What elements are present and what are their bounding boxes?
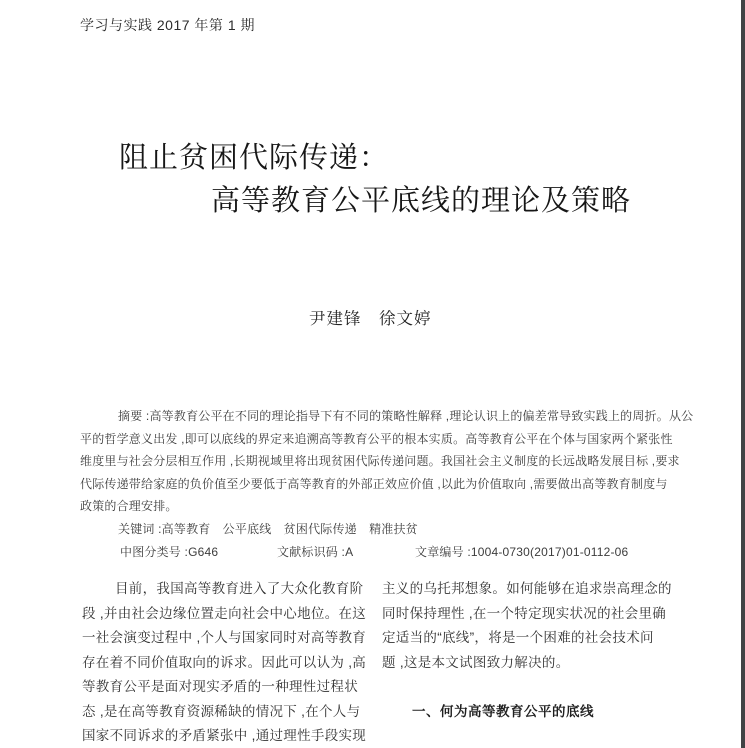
article-id: 文章编号 :1004-0730(2017)01-0112-06 [415,544,629,559]
article-title-line-2: 高等教育公平底线的理论及策略 [211,185,632,217]
abstract-block [80,405,694,563]
body-text-line: 等教育公平是面对现实矛盾的一种理性过程状 [82,679,358,694]
abstract-line: 平的哲学意义出发 ,即可以底线的界定来追溯高等教育公平的根本实质。高等教育公平在个体与国家两个紧张性 [80,431,673,446]
body-text-line: 一社会演变过程中 ,个人与国家同时对高等教育 [82,630,367,645]
document-code: 文献标识码 :A [277,544,354,559]
clc-number: 中图分类号 :G646 [120,544,219,559]
body-column-right [382,577,674,724]
body-text-line: 国家不同诉求的矛盾紧张中 ,通过理性手段实现 [82,728,367,743]
body-text-line: 主义的乌托邦想象。如何能够在追求崇高理念的 [382,581,672,596]
keywords-line: 关键词 :高等教育 公平底线 贫困代际传递 精准扶贫 [118,521,418,536]
abstract-line: 代际传递带给家庭的负价值至少要低于高等教育的外部正效应价值 ,以此为价值取向 ,需要做出高等教育制度与 [80,476,668,491]
abstract-line: 政策的合理安排。 [80,499,178,514]
body-text-line: 同时保持理性 ,在一个特定现实状况的社会里确 [382,605,667,621]
body-column-left [82,577,374,748]
body-text-line: 段 ,并由社会边缘位置走向社会中心地位。在这 [82,605,367,621]
body-text-line: 存在着不同价值取向的诉求。因此可以认为 ,高 [82,654,367,670]
article-title-line-1: 阻止贫困代际传递： [119,142,390,174]
journal-header: 学习与实践 2017 年第 1 期 [80,17,255,33]
abstract-line: 摘要 :高等教育公平在不同的理论指导下有不同的策略性解释 ,理论认识上的偏差常导致实践上的周折。从公 [118,409,694,423]
body-text-line: 定适当的“底线”，将是一个困难的社会技术问 [382,630,654,645]
meta-line [80,541,680,564]
body-text-line: 目前，我国高等教育进入了大众化教育阶 [115,581,364,596]
abstract-line: 维度里与社会分层相互作用 ,长期视域里将出现贫困代际传递问题。我国社会主义制度的长远战略发展目标 ,要求 [80,454,680,469]
body-text-line: 题 ,这是本文试图致力解决的。 [382,654,570,670]
authors: 尹建锋 徐文婷 [309,310,432,328]
body-text-line: 态 ,是在高等教育资源稀缺的情况下 ,在个人与 [82,703,361,719]
page-right-edge-shadow [741,0,745,748]
section-1-heading: 一、何为高等教育公平的底线 [412,703,594,719]
